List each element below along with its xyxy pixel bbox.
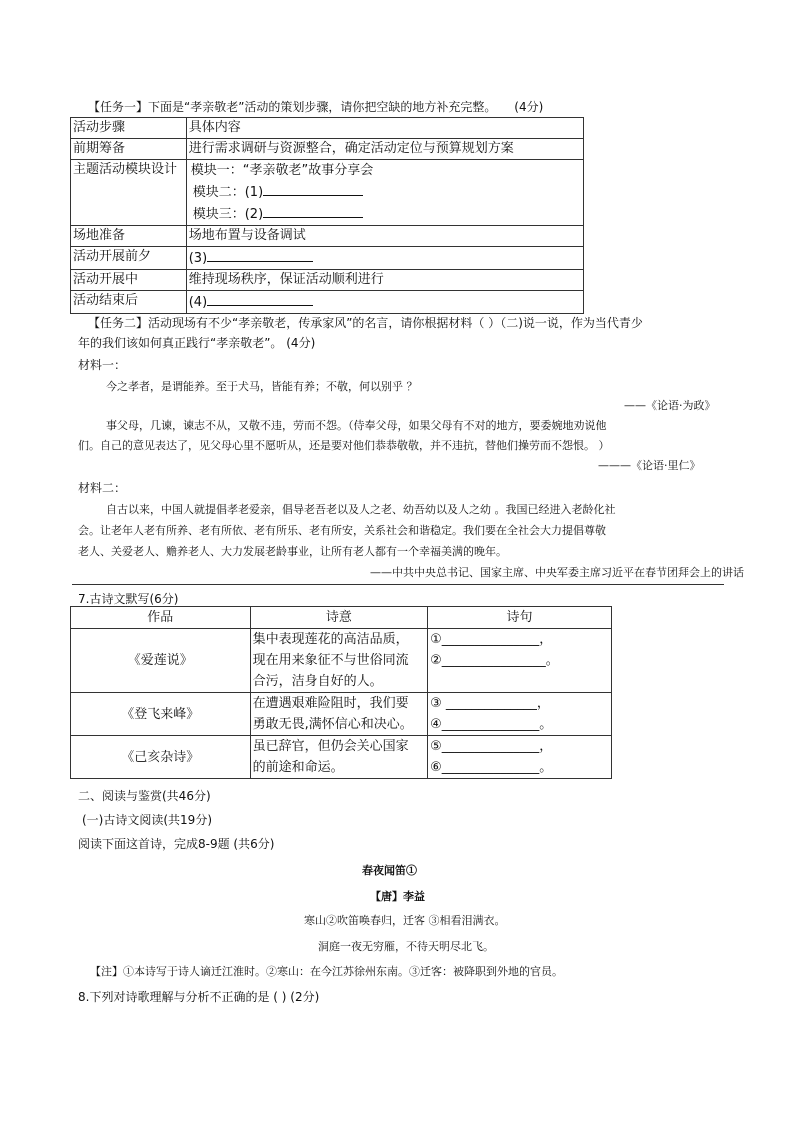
table-row bbox=[71, 160, 584, 226]
table-row bbox=[71, 693, 612, 736]
task1-heading-text: 【任务一】下面是“孝亲敬老”活动的策划步骤，请你把空缺的地方补充完整。 bbox=[88, 100, 497, 114]
poem-title: 春夜闻笛① bbox=[362, 864, 417, 877]
meaning-cell: 在遭遇艰难险阻时，我们要 勇敢无畏,满怀信心和决心。 bbox=[250, 693, 428, 736]
table-row bbox=[71, 118, 584, 139]
q8: 8.下列对诗歌理解与分析不正确的是 ( ) (2分) bbox=[78, 990, 320, 1004]
task1-heading bbox=[88, 98, 543, 115]
work-title: 《登飞来峰》 bbox=[71, 693, 251, 736]
q7-table bbox=[70, 606, 612, 779]
table-cell: 维持现场秩序，保证活动顺利进行 bbox=[186, 270, 583, 291]
table-cell: 活动开展前夕 bbox=[71, 247, 187, 270]
table-cell: (3) bbox=[186, 247, 583, 270]
task2-line1: 【任务二】活动现场有不少“孝亲敬老，传承家风”的名言，请你根据材料（ ）（二)说一说，作为当代青少 bbox=[88, 316, 643, 330]
poem-line2: 洞庭一夜无穷雁，不待天明尽北飞。 bbox=[318, 940, 494, 953]
task1-table bbox=[70, 117, 584, 314]
table-row bbox=[71, 291, 584, 314]
module2: 模块二：(1) bbox=[189, 181, 581, 203]
m1-quote: 今之孝者，是谓能养。至于犬马，皆能有养；不敬，何以别乎 ？ bbox=[106, 380, 418, 393]
table-row bbox=[71, 270, 584, 291]
table-row bbox=[71, 226, 584, 247]
m1-source2: ———《论语·里仁》 bbox=[598, 459, 701, 472]
m1-source: ——《论语·为政》 bbox=[624, 399, 716, 412]
table-header-step: 活动步骤 bbox=[71, 118, 187, 139]
work-title: 《爱莲说》 bbox=[71, 629, 251, 693]
table-row bbox=[71, 607, 612, 629]
table-header-content: 具体内容 bbox=[186, 118, 583, 139]
table-cell: 进行需求调研与资源整合，确定活动定位与预算规划方案 bbox=[186, 139, 583, 160]
table-cell bbox=[186, 160, 583, 226]
m1-quote2-line1: 事父母，几谏，谏志不从，又敬不违，劳而不怨。（侍奉父母，如果父母有不对的地方，要委婉地劝说他 bbox=[106, 419, 607, 432]
poem-author: 【唐】李益 bbox=[370, 890, 425, 903]
blank-2[interactable] bbox=[263, 203, 363, 218]
meaning-cell: 虽已辞官，但仍会关心国家 的前途和命运。 bbox=[250, 736, 428, 779]
table-row bbox=[71, 629, 612, 693]
blank-3[interactable] bbox=[207, 247, 313, 262]
table-cell: 前期筹备 bbox=[71, 139, 187, 160]
table-cell: (4) bbox=[186, 291, 583, 314]
divider bbox=[72, 584, 724, 585]
m2-source: ——中共中央总书记、国家主席、中央军委主席习近平在春节团拜会上的讲话 bbox=[370, 566, 744, 579]
work-title: 《己亥杂诗》 bbox=[71, 736, 251, 779]
poem-line1: 寒山②吹笛唤春归，迁客 ③相看泪满衣。 bbox=[304, 914, 506, 927]
answer-cell[interactable]: ①_______________， ②________________。 bbox=[428, 629, 612, 693]
answer-cell[interactable]: ③ ______________， ④_______________。 bbox=[428, 693, 612, 736]
answer-cell[interactable]: ⑤_______________， ⑥_______________。 bbox=[428, 736, 612, 779]
q7-heading: 7.古诗文默写(6分) bbox=[78, 592, 179, 606]
table-cell: 场地准备 bbox=[71, 226, 187, 247]
m2-line3: 老人、关爱老人、赡养老人、大力发展老龄事业，让所有老人都有一个幸福美满的晚年。 bbox=[78, 545, 507, 558]
poem-note: 【注】①本诗写于诗人谪迁江淮时。②寒山：在今江苏徐州东南。③迁客：被降职到外地的官员。 bbox=[90, 965, 563, 978]
blank-1[interactable] bbox=[263, 181, 363, 196]
section2-instruction: 阅读下面这首诗，完成8-9题 (共6分) bbox=[78, 837, 275, 851]
meaning-cell: 集中表现莲花的高洁品质， 现在用来象征不与世俗同流 合污，洁身自好的人。 bbox=[250, 629, 428, 693]
material2-label: 材料二： bbox=[78, 481, 127, 495]
section2-title: 二、阅读与鉴赏(共46分) bbox=[78, 789, 211, 803]
material1-label: 材料一： bbox=[78, 358, 127, 372]
table-row bbox=[71, 247, 584, 270]
table-cell: 活动结束后 bbox=[71, 291, 187, 314]
table-cell: 主题活动模块设计 bbox=[71, 160, 187, 226]
module1: 模块一：“孝亲敬老”故事分享会 bbox=[190, 163, 374, 178]
table-header: 作品 bbox=[71, 607, 251, 629]
task2-line2: 年的我们该如何真正践行“孝亲敬老”。 (4分) bbox=[78, 336, 316, 350]
table-row bbox=[71, 736, 612, 779]
table-header: 诗句 bbox=[428, 607, 612, 629]
module3: 模块三：(2) bbox=[189, 203, 581, 225]
table-row bbox=[71, 139, 584, 160]
m2-line1: 自古以来，中国人就提倡孝老爱亲，倡导老吾老以及人之老、幼吾幼以及人之幼 。我国已经进入老龄化社 bbox=[106, 503, 616, 516]
m1-quote2-line2: 们。自己的意见表达了，见父母心里不愿听从，还是要对他们恭恭敬敬，并不违抗，替他们操劳而不怨恨。 ） bbox=[78, 439, 610, 452]
blank-4[interactable] bbox=[207, 291, 313, 306]
table-cell: 活动开展中 bbox=[71, 270, 187, 291]
task1-score: (4分) bbox=[514, 100, 544, 114]
table-header: 诗意 bbox=[250, 607, 428, 629]
m2-line2: 会。让老年人老有所养、老有所依、老有所乐、老有所安，关系社会和谐稳定。我们要在全社会大力提倡尊敬 bbox=[78, 524, 606, 537]
table-cell: 场地布置与设备调试 bbox=[186, 226, 583, 247]
section2-sub: (一)古诗文阅读(共19分) bbox=[82, 813, 212, 827]
